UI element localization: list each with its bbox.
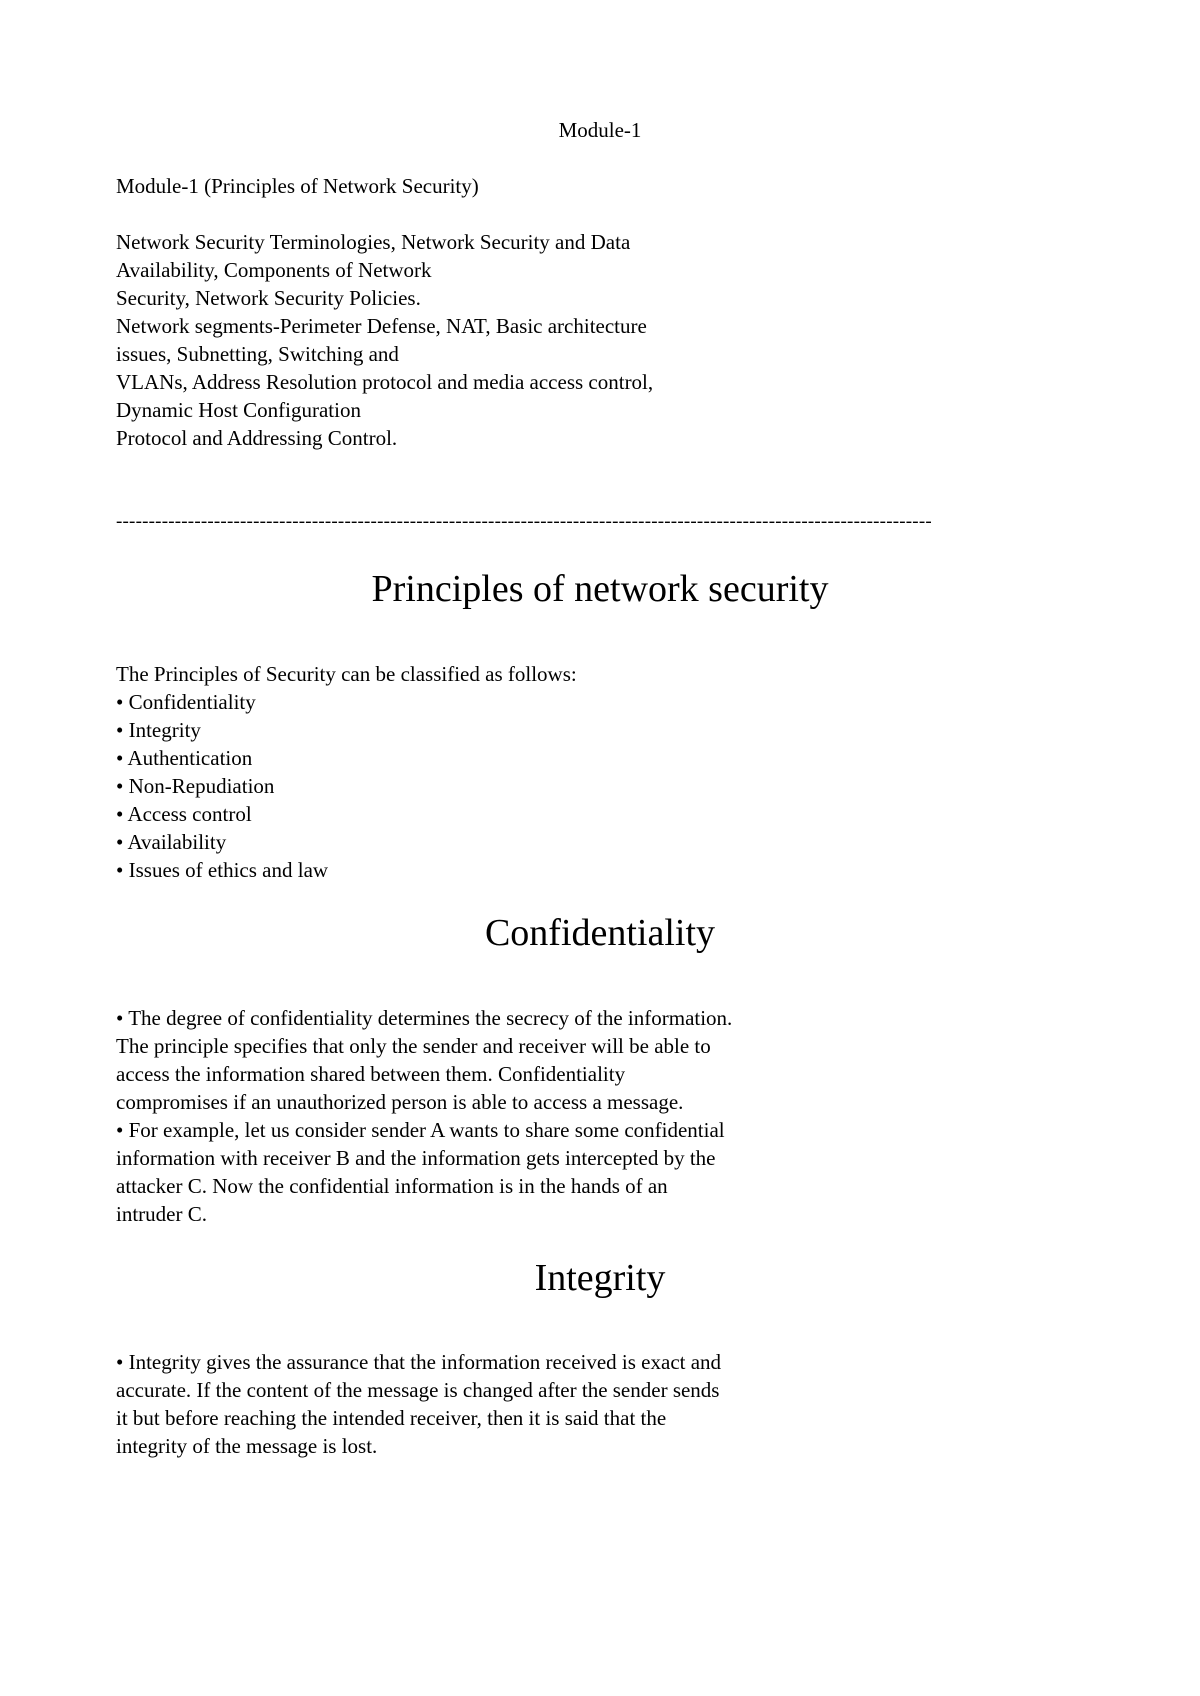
paragraph-line: it but before reaching the intended receiver, then it is said that the bbox=[116, 1406, 667, 1430]
syllabus-line: Security, Network Security Policies. bbox=[116, 286, 421, 310]
paragraph-line: compromises if an unauthorized person is able to access a message. bbox=[116, 1090, 684, 1114]
syllabus-line: VLANs, Address Resolution protocol and media access control, bbox=[116, 370, 654, 394]
syllabus-line: Protocol and Addressing Control. bbox=[116, 426, 398, 450]
paragraph-line: • The degree of confidentiality determines the secrecy of the information. bbox=[116, 1006, 733, 1030]
paragraph-line: information with receiver B and the information gets intercepted by the bbox=[116, 1146, 716, 1170]
syllabus-line: Availability, Components of Network bbox=[116, 258, 432, 282]
paragraph-line: • For example, let us consider sender A wants to share some confidential bbox=[116, 1118, 725, 1142]
section-heading-principles: Principles of network security bbox=[371, 568, 829, 610]
syllabus-line: issues, Subnetting, Switching and bbox=[116, 342, 399, 366]
principles-intro: The Principles of Security can be classified as follows: bbox=[116, 662, 577, 686]
section-heading-integrity: Integrity bbox=[534, 1257, 666, 1299]
list-item: • Availability bbox=[116, 830, 227, 854]
list-item: • Authentication bbox=[116, 746, 253, 770]
section-heading-confidentiality: Confidentiality bbox=[484, 912, 716, 954]
module-header: Module-1 bbox=[558, 118, 642, 142]
paragraph-line: accurate. If the content of the message is changed after the sender sends bbox=[116, 1378, 720, 1402]
dashed-divider: ----------------------------------------------------------------------------------------------------------------------------- bbox=[116, 511, 932, 532]
syllabus-line: Dynamic Host Configuration bbox=[116, 398, 361, 422]
list-item: • Issues of ethics and law bbox=[116, 858, 329, 882]
syllabus-line: Network Security Terminologies, Network Security and Data bbox=[116, 230, 631, 254]
list-item: • Confidentiality bbox=[116, 690, 256, 714]
list-item: • Access control bbox=[116, 802, 252, 826]
paragraph-line: The principle specifies that only the sender and receiver will be able to bbox=[116, 1034, 711, 1058]
paragraph-line: access the information shared between them. Confidentiality bbox=[116, 1062, 626, 1086]
paragraph-line: integrity of the message is lost. bbox=[116, 1434, 378, 1458]
paragraph-line: intruder C. bbox=[116, 1202, 207, 1226]
paragraph-line: attacker C. Now the confidential information is in the hands of an bbox=[116, 1174, 668, 1198]
paragraph-line: • Integrity gives the assurance that the information received is exact and bbox=[116, 1350, 722, 1374]
list-item: • Non-Repudiation bbox=[116, 774, 275, 798]
syllabus-title: Module-1 (Principles of Network Security) bbox=[116, 174, 479, 198]
list-item: • Integrity bbox=[116, 718, 201, 742]
syllabus-line: Network segments-Perimeter Defense, NAT, Basic architecture bbox=[116, 314, 647, 338]
